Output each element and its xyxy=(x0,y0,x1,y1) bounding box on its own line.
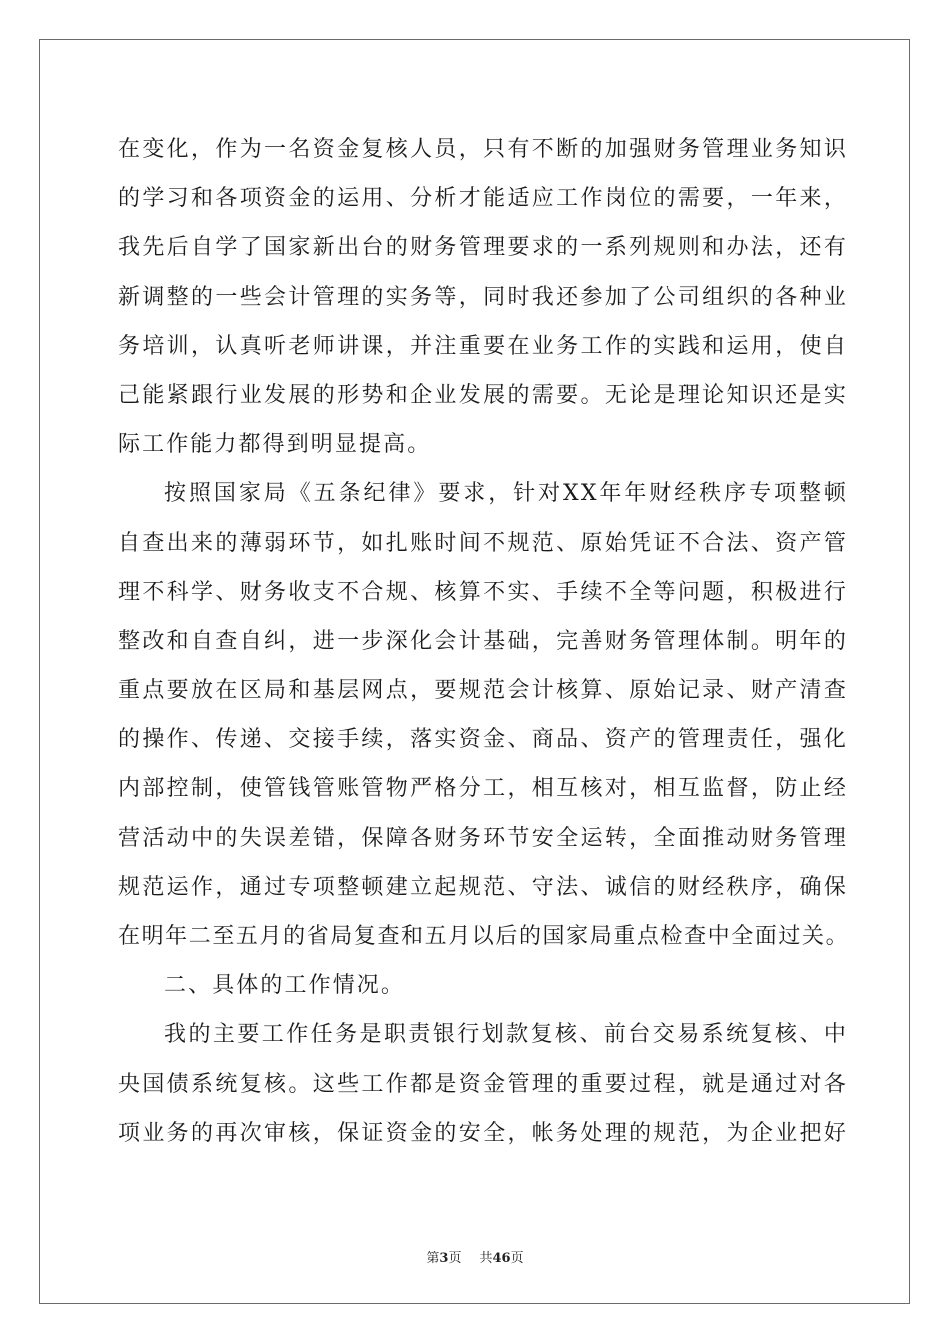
text-line: 内部控制，使管钱管账管物严格分工，相互核对，相互监督，防止经 xyxy=(118,776,848,802)
text-line: 项业务的再次审核，保证资金的安全，帐务处理的规范，为企业把好 xyxy=(118,1120,848,1146)
total-prefix: 共 xyxy=(479,1251,493,1266)
text-line: 整改和自查自纠，进一步深化会计基础，完善财务管理体制。明年的 xyxy=(118,628,848,654)
text-line: 新调整的一些会计管理的实务等，同时我还参加了公司组织的各种业 xyxy=(118,284,848,310)
text-line: 己能紧跟行业发展的形势和企业发展的需要。无论是理论知识还是实 xyxy=(118,382,848,408)
paragraph-first-line: 我的主要工作任务是职责银行划款复核、前台交易系统复核、中 xyxy=(164,1022,848,1048)
page-suffix: 页 xyxy=(448,1251,462,1266)
text-line: 务培训，认真听老师讲课，并注重要在业务工作的实践和运用，使自 xyxy=(118,333,848,359)
text-line: 在明年二至五月的省局复查和五月以后的国家局重点检查中全面过关。 xyxy=(118,924,848,949)
text-line: 的操作、传递、交接手续，落实资金、商品、资产的管理责任，强化 xyxy=(118,727,848,753)
text-line: 自查出来的薄弱环节，如扎账时间不规范、原始凭证不合法、资产管 xyxy=(118,530,848,556)
page-prefix: 第 xyxy=(426,1251,440,1266)
paragraph-first-line: 按照国家局《五条纪律》要求，针对XX年年财经秩序专项整顿 xyxy=(164,481,848,507)
total-pages: 46 xyxy=(492,1251,511,1266)
text-line: 的学习和各项资金的运用、分析才能适应工作岗位的需要，一年来， xyxy=(118,186,848,212)
text-line: 际工作能力都得到明显提高。 xyxy=(118,432,432,458)
text-line: 在变化，作为一名资金复核人员，只有不断的加强财务管理业务知识 xyxy=(118,137,848,162)
text-line: 重点要放在区局和基层网点，要规范会计核算、原始记录、财产清查 xyxy=(118,678,848,704)
text-line: 央国债系统复核。这些工作都是资金管理的重要过程，就是通过对各 xyxy=(118,1071,848,1097)
text-line: 规范运作，通过专项整顿建立起规范、守法、诚信的财经秩序，确保 xyxy=(118,874,848,900)
text-line: 理不科学、财务收支不合规、核算不实、手续不全等问题，积极进行 xyxy=(118,579,848,605)
document-body xyxy=(118,125,848,1158)
section-heading: 二、具体的工作情况。 xyxy=(164,973,406,999)
page-footer xyxy=(0,1247,950,1266)
text-line: 营活动中的失误差错，保障各财务环节安全运转，全面推动财务管理 xyxy=(118,825,848,851)
total-suffix: 页 xyxy=(510,1251,524,1266)
text-line: 我先后自学了国家新出台的财务管理要求的一系列规则和办法，还有 xyxy=(118,235,848,261)
page-number: 3 xyxy=(439,1251,449,1266)
